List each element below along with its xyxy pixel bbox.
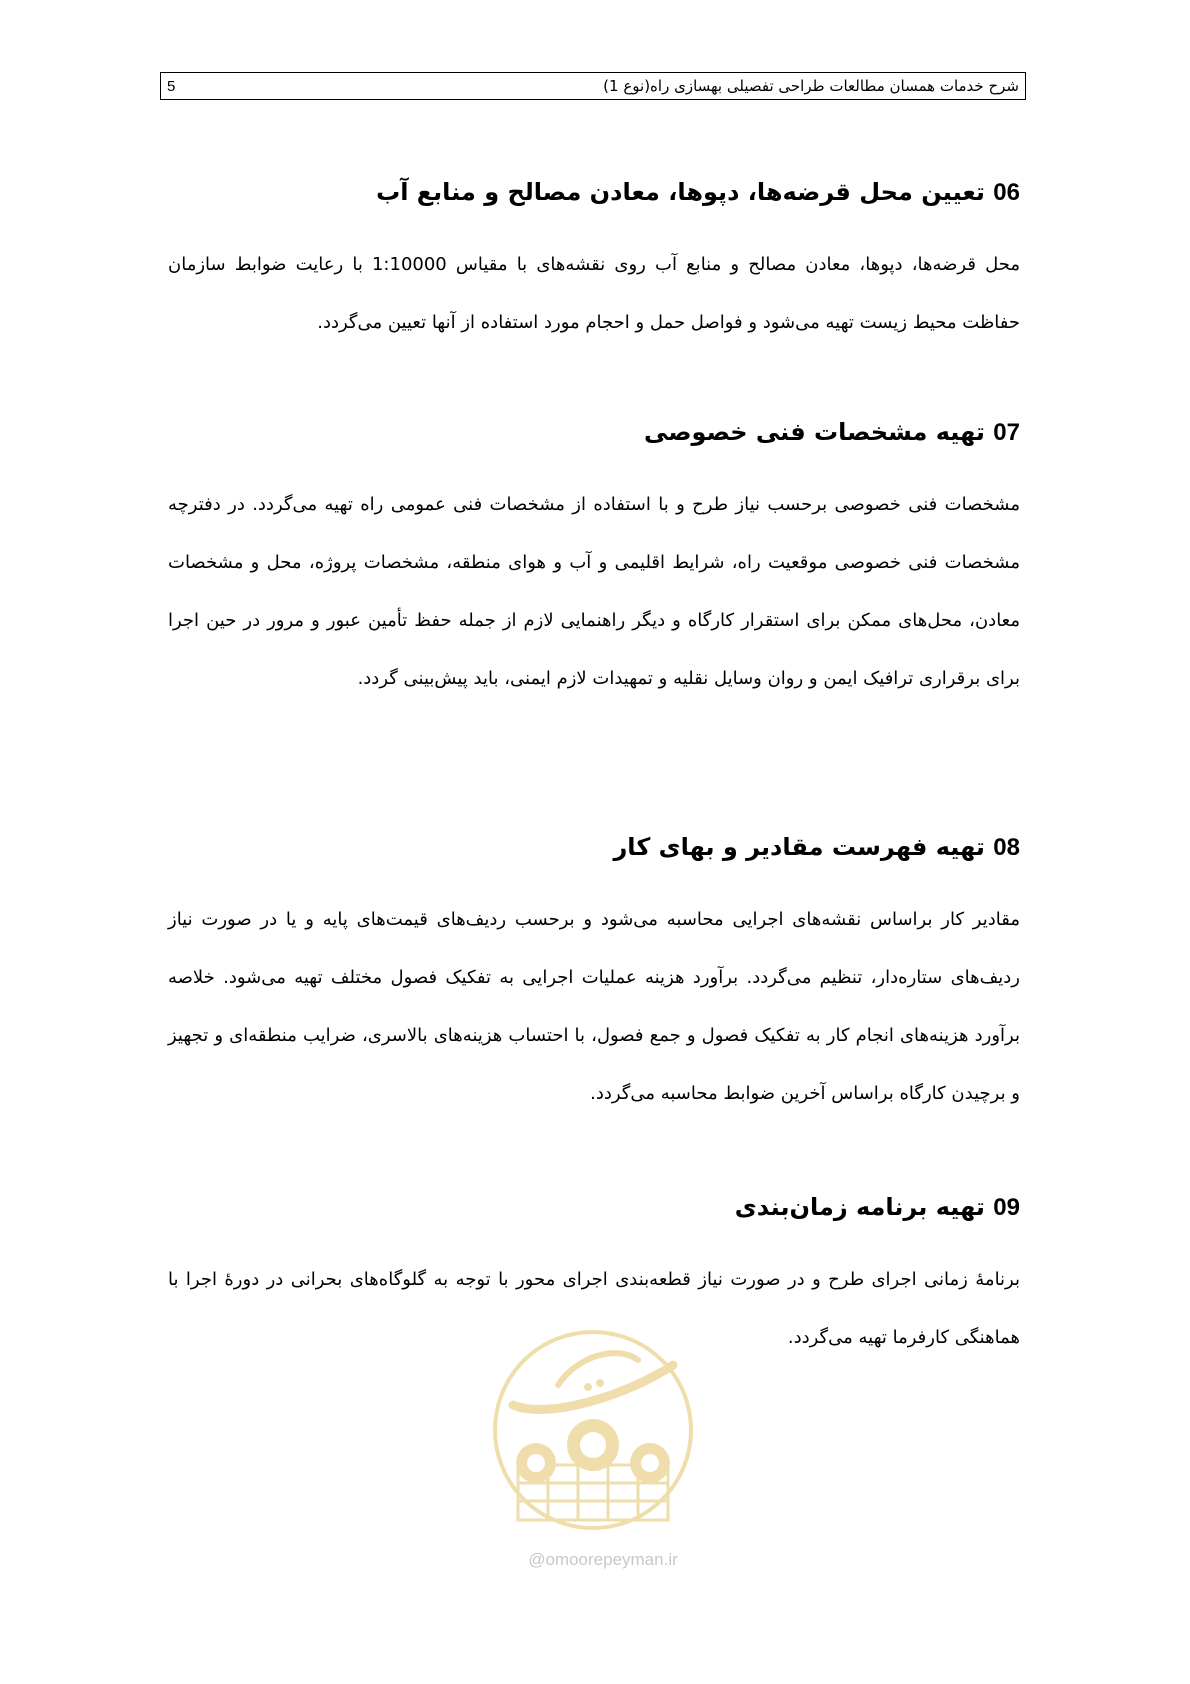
section-title: تعیین محل قرضه‌ها، دپوها، معادن مصالح و منابع آب	[376, 178, 985, 206]
section-title: تهیه مشخصات فنی خصوصی	[644, 418, 985, 446]
section-heading	[168, 1190, 1020, 1225]
section-body: محل قرضه‌ها، دپوها، معادن مصالح و منابع آب روی نقشه‌های با مقیاس 1:10000 با رعایت ضوابط سازمان حفاظت محیط زیست تهیه می‌شود و فواصل حمل و احجام مورد استفاده از آنها تعیین می‌گردد.	[168, 254, 1020, 333]
section-title: تهیه فهرست مقادیر و بهای کار	[613, 833, 985, 861]
header-title: شرح خدمات همسان مطالعات طراحی تفصیلی بهسازی راه(نوع 1)	[603, 77, 1019, 95]
watermark-site: @omoorepeyman.ir	[528, 1550, 678, 1569]
section-body: برنامۀ زمانی اجرای طرح و در صورت نیاز قطعه‌بندی اجرای محور با توجه به گلوگاه‌های بحرانی در دورۀ اجرا با هماهنگی کارفرما تهیه می‌گردد.	[168, 1269, 1020, 1348]
section-body: مقادیر کار براساس نقشه‌های اجرایی محاسبه می‌شود و برحسب ردیف‌های قیمت‌های پایه و یا در صورت نیاز ردیف‌های ستاره‌دار، تنظیم می‌گردد. برآورد هزینه عملیات اجرایی به تفکیک فصول مختلف تهیه می‌شود. خلاصه برآورد هزینه‌های انجام کار به تفکیک فصول و جمع فصول، با احتساب هزینه‌های بالاسری، ضرایب منطقه‌ای و تجهیز و برچیدن کارگاه براساس آخرین ضوابط محاسبه می‌گردد.	[168, 909, 1020, 1104]
section-08	[168, 830, 1020, 1123]
page-number: 5	[167, 77, 176, 95]
section-number: 06	[993, 179, 1020, 206]
section-number: 07	[993, 419, 1020, 446]
section-title: تهیه برنامه زمان‌بندی	[734, 1193, 985, 1221]
watermark-logo	[488, 1325, 718, 1585]
section-06	[168, 175, 1020, 352]
section-number: 08	[993, 834, 1020, 861]
section-07	[168, 415, 1020, 708]
section-number: 09	[993, 1194, 1020, 1221]
section-heading	[168, 415, 1020, 450]
section-heading	[168, 175, 1020, 210]
logo-seal-icon	[488, 1325, 718, 1585]
section-heading	[168, 830, 1020, 865]
section-body: مشخصات فنی خصوصی برحسب نیاز طرح و با استفاده از مشخصات فنی عمومی راه تهیه می‌گردد. در دفترچه مشخصات فنی خصوصی موقعیت راه، شرایط اقلیمی و آب و هوای منطقه، مشخصات پروژه، محل و مشخصات معادن، محل‌های ممکن برای استقرار کارگاه و دیگر راهنمایی لازم از جمله حفظ تأمین عبور و مرور در حین اجرا برای برقراری ترافیک ایمن و روان وسایل نقلیه و تمهیدات لازم ایمنی، باید پیش‌بینی گردد.	[168, 494, 1020, 689]
page-header	[160, 72, 1026, 100]
